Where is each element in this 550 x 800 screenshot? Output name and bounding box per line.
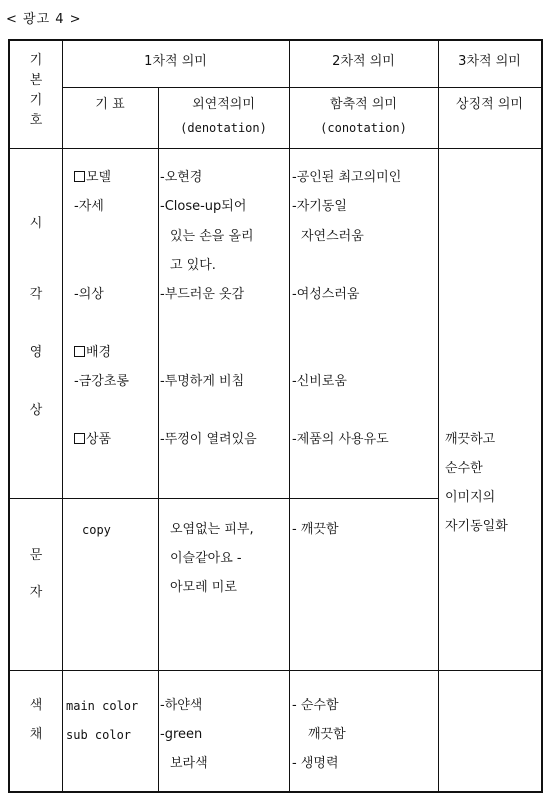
basic-sign-char: 기	[29, 93, 43, 108]
connotation-en-header: (conotation)	[320, 121, 407, 135]
sign-cell: 상품	[74, 432, 111, 448]
basic-sign-char: 기	[29, 53, 43, 68]
denotation-cell: -하얀색	[160, 698, 203, 713]
sign-header: 기 표	[95, 97, 125, 112]
visual-label-char: 각	[29, 287, 43, 302]
row-rule	[10, 498, 438, 499]
column-rule	[289, 41, 290, 791]
color-label-char: 채	[29, 727, 43, 742]
semiotic-analysis-table	[8, 39, 543, 793]
sign-cell: main color	[66, 699, 139, 713]
denotation-cell: -오현경	[160, 170, 203, 185]
denotation-cell: 보라색	[170, 756, 208, 771]
color-label-char: 색	[29, 698, 43, 713]
connotation-header: 함축적 의미	[330, 97, 397, 112]
connotation-cell: - 깨끗함	[292, 522, 339, 537]
visual-label-char: 영	[29, 345, 43, 360]
sign-cell: 모델	[74, 170, 111, 186]
row-rule	[10, 148, 541, 149]
level2-header: 2차적 의미	[332, 54, 395, 69]
denotation-cell: 오염없는 피부,	[170, 522, 254, 537]
sign-cell: -의상	[74, 287, 104, 302]
denotation-cell: -투명하게 비침	[160, 374, 245, 389]
column-rule	[62, 41, 63, 791]
column-rule	[158, 87, 159, 791]
connotation-cell: 깨끗함	[308, 727, 346, 742]
symbolic-meaning-line: 자기동일화	[445, 519, 508, 534]
denotation-header: 외연적의미	[192, 97, 255, 112]
denotation-en-header: (denotation)	[180, 121, 267, 135]
symbolic-meaning-line: 이미지의	[445, 490, 496, 505]
connotation-cell: -공인된 최고의미인	[292, 170, 402, 185]
denotation-cell: 아모레 미로	[170, 580, 237, 595]
connotation-cell: -신비로움	[292, 374, 347, 389]
row-rule	[62, 87, 541, 88]
sign-cell: -자세	[74, 199, 104, 214]
sign-cell: -금강초롱	[74, 374, 129, 389]
connotation-cell: -제품의 사용유도	[292, 432, 389, 447]
denotation-cell: 고 있다.	[170, 258, 216, 273]
basic-sign-char: 호	[29, 113, 43, 128]
level3-header: 3차적 의미	[458, 54, 521, 69]
checkbox-square-icon	[74, 433, 85, 444]
connotation-cell: -여성스러움	[292, 287, 360, 302]
connotation-cell: - 순수함	[292, 698, 339, 713]
sign-cell: 배경	[74, 345, 111, 361]
connotation-cell: -자기동일	[292, 199, 347, 214]
text-label-char: 자	[29, 585, 43, 600]
column-rule	[438, 41, 439, 791]
denotation-cell: -Close-up되어	[160, 199, 247, 214]
symbolic-header: 상징적 의미	[456, 97, 523, 112]
checkbox-square-icon	[74, 171, 85, 182]
connotation-cell: 자연스러움	[301, 229, 364, 244]
row-rule	[10, 670, 541, 671]
checkbox-square-icon	[74, 346, 85, 357]
visual-label-char: 상	[29, 403, 43, 418]
level1-header: 1차적 의미	[144, 54, 207, 69]
denotation-cell: 있는 손을 올리	[170, 229, 254, 244]
symbolic-meaning-line: 순수한	[445, 461, 483, 476]
denotation-cell: -부드러운 옷감	[160, 287, 245, 302]
connotation-cell: - 생명력	[292, 756, 339, 771]
denotation-cell: -뚜껑이 열려있음	[160, 432, 257, 447]
basic-sign-char: 본	[29, 73, 43, 88]
sign-cell: copy	[82, 523, 111, 537]
denotation-cell: 이슬같아요 -	[170, 551, 242, 566]
sign-cell: sub color	[66, 728, 132, 742]
visual-label-char: 시	[29, 216, 43, 231]
text-label-char: 문	[29, 548, 43, 563]
symbolic-meaning-line: 깨끗하고	[445, 432, 496, 447]
caption: < 광고 4 >	[6, 12, 82, 27]
denotation-cell: -green	[160, 727, 203, 742]
